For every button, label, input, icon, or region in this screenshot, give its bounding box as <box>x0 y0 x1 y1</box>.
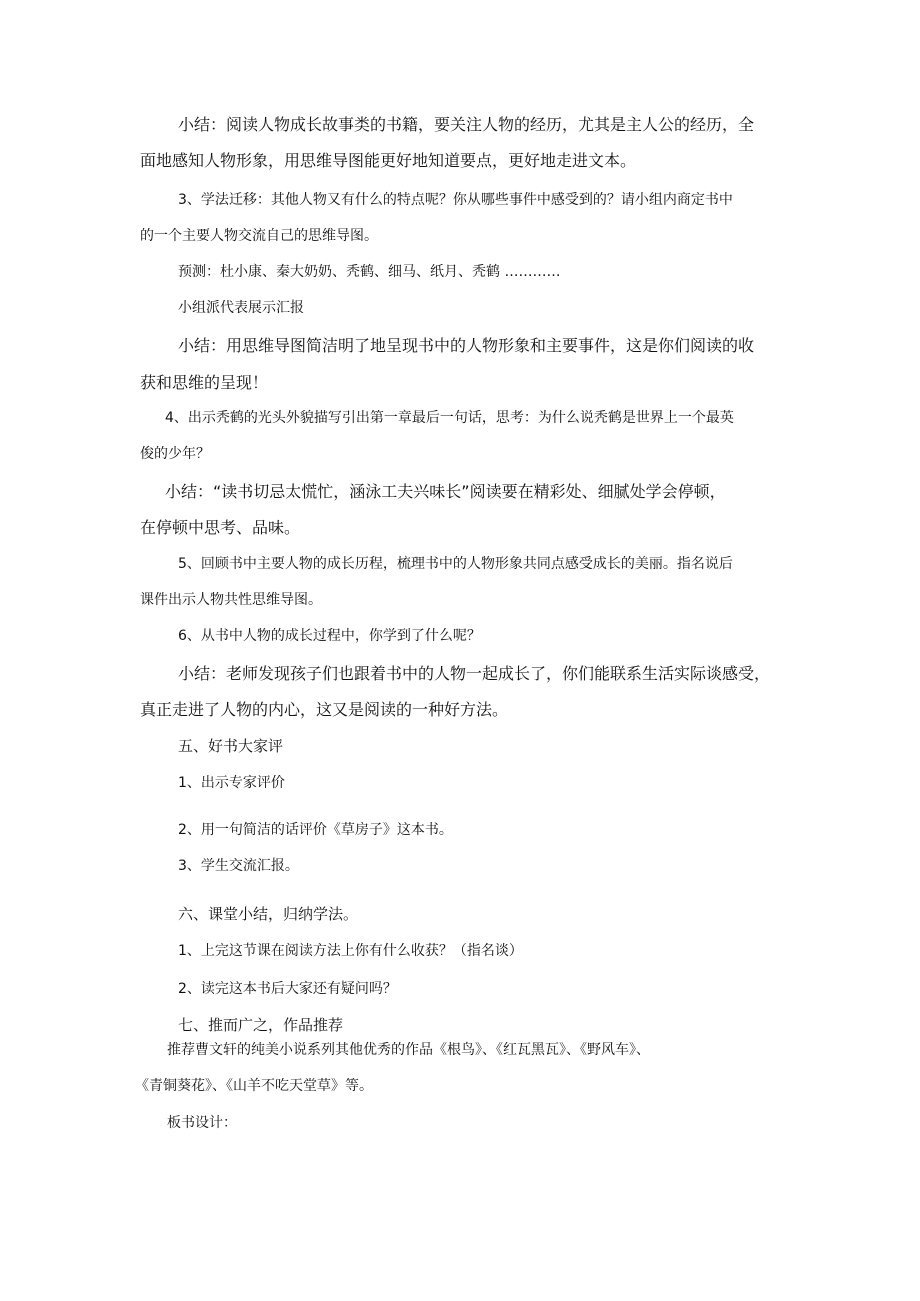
text-line: 俊的少年？ <box>140 446 210 462</box>
section-heading: 六、课堂小结，归纳学法。 <box>178 905 359 923</box>
text-line: 3、学法迁移：其他人物又有什么的特点呢？你从哪些事件中感受到的？请小组内商定书中 <box>178 192 733 208</box>
text-line: 4、出示秃鹤的光头外貌描写引出第一章最后一句话，思考：为什么说秃鹤是世界上一个最英 <box>165 410 734 426</box>
text-line: 板书设计： <box>167 1115 237 1131</box>
text-line: 课件出示人物共性思维导图。 <box>140 592 322 608</box>
text-line: 1、上完这节课在阅读方法上你有什么收获？（指名谈） <box>178 943 523 959</box>
text-line: 面地感知人物形象，用思维导图能更好地知道要点，更好地走进文本。 <box>140 151 637 170</box>
text-line: 小结：阅读人物成长故事类的书籍，要关注人物的经历，尤其是主人公的经历，全 <box>178 115 755 134</box>
text-line: 小结：用思维导图简洁明了地呈现书中的人物形象和主要事件，这是你们阅读的收 <box>178 336 755 355</box>
text-line: 获和思维的呈现！ <box>140 373 269 392</box>
text-line: 2、用一句简洁的话评价《草房子》这本书。 <box>178 822 453 838</box>
text-line: 小组派代表展示汇报 <box>178 300 304 316</box>
text-line: 2、读完这本书后大家还有疑问吗？ <box>178 981 397 997</box>
text-line: 的一个主要人物交流自己的思维导图。 <box>140 228 378 244</box>
text-line: 推荐曹文轩的纯美小说系列其他优秀的作品《根鸟》、《红瓦黑瓦》、《野风车》、 <box>167 1042 650 1058</box>
section-heading: 七、推而广之，作品推荐 <box>178 1016 344 1034</box>
text-line: 1、出示专家评价 <box>178 775 285 791</box>
text-line: 《青铜葵花》、《山羊不吃天堂草》等。 <box>135 1078 373 1094</box>
text-line: 3、学生交流汇报。 <box>178 858 299 874</box>
text-line: 小结：“读书切忌太慌忙，涵泳工夫兴味长”阅读要在精彩处、细腻处学会停顿， <box>165 482 726 501</box>
text-line: 6、从书中人物的成长过程中，你学到了什么呢？ <box>178 628 481 644</box>
text-line: 5、回顾书中主要人物的成长历程，梳理书中的人物形象共同点感受成长的美丽。指名说后 <box>178 556 733 572</box>
section-heading: 五、好书大家评 <box>178 737 284 755</box>
text-line: 小结：老师发现孩子们也跟着书中的人物一起成长了，你们能联系生活实际谈感受， <box>178 664 771 683</box>
text-line: 预测：杜小康、秦大奶奶、秃鹤、细马、纸月、秃鹤 ………… <box>178 264 561 280</box>
text-line: 在停顿中思考、品味。 <box>140 518 301 537</box>
text-line: 真正走进了人物的内心，这又是阅读的一种好方法。 <box>140 700 509 719</box>
